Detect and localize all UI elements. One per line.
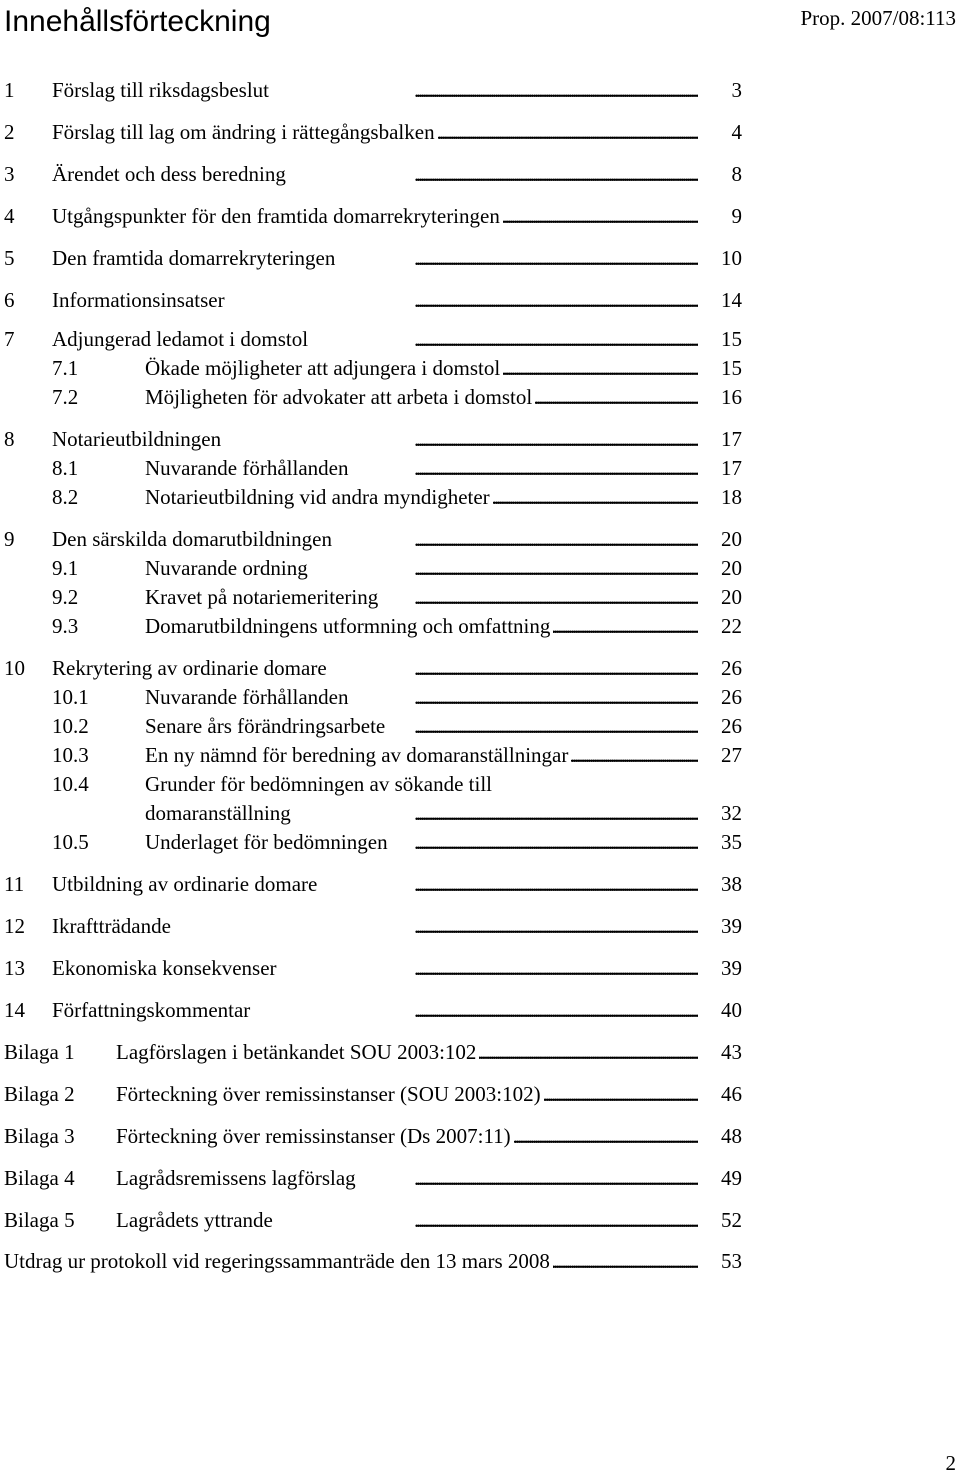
toc-page: 15 [721, 327, 742, 351]
toc-page: 17 [721, 456, 742, 480]
toc-number: 10.4 [52, 772, 89, 796]
toc-entry-10-1[interactable] [0, 684, 960, 711]
appendix-label: Bilaga 3 [4, 1124, 75, 1148]
toc-page: 53 [721, 1249, 742, 1273]
toc-title: Domarutbildningens utformning och omfattning [145, 613, 553, 640]
toc-page: 39 [721, 914, 742, 938]
toc-page: 14 [721, 288, 742, 312]
appendix-title: Förteckning över remissinstanser (Ds 2007:11) [116, 1123, 514, 1150]
toc-entry-10-5[interactable] [0, 829, 960, 856]
toc-entry-8[interactable] [0, 426, 960, 453]
protocol-entry[interactable] [0, 1248, 960, 1275]
toc-entry-8-2[interactable] [0, 484, 960, 511]
toc-number: 1 [4, 78, 15, 102]
appendix-label: Bilaga 2 [4, 1082, 75, 1106]
toc-entry-7[interactable] [0, 326, 960, 353]
toc-number: 9.1 [52, 556, 79, 580]
toc-title: Rekrytering av ordinarie domare [52, 655, 330, 682]
toc-title: Utgångspunkter för den framtida domarrekryteringen [52, 203, 503, 230]
toc-number: 8 [4, 427, 15, 451]
appendix-entry-5[interactable] [0, 1207, 960, 1234]
toc-page: 43 [721, 1040, 742, 1064]
appendix-title: Lagrådsremissens lagförslag [116, 1165, 359, 1192]
toc-entry-11[interactable] [0, 871, 960, 898]
toc-entry-10-4[interactable] [0, 771, 960, 798]
toc-page: 8 [731, 162, 742, 186]
toc-title: Den särskilda domarutbildningen [52, 526, 335, 553]
appendix-entry-2[interactable] [0, 1081, 960, 1108]
toc-number: 14 [4, 998, 25, 1022]
dot-leader [0, 1207, 698, 1234]
toc-entry-3[interactable] [0, 161, 960, 188]
toc-number: 10.5 [52, 830, 89, 854]
document-reference: Prop. 2007/08:113 [800, 6, 956, 30]
toc-title: En ny nämnd för beredning av domaranställningar [145, 742, 571, 769]
toc-title: Senare års förändringsarbete [145, 713, 388, 740]
toc-entry-10-2[interactable] [0, 713, 960, 740]
toc-title: Nuvarande ordning [145, 555, 311, 582]
toc-number: 8.2 [52, 485, 79, 509]
toc-page: 15 [721, 356, 742, 380]
toc-title: Möjligheten för advokater att arbeta i domstol [145, 384, 535, 411]
toc-number: 5 [4, 246, 15, 270]
toc-page: 27 [721, 743, 742, 767]
toc-entry-9-1[interactable] [0, 555, 960, 582]
toc-title: Nuvarande förhållanden [145, 455, 352, 482]
toc-title-line-2: domaranställning [145, 800, 294, 827]
toc-title: Informationsinsatser [52, 287, 228, 314]
toc-page: 20 [721, 556, 742, 580]
toc-entry-9-3[interactable] [0, 613, 960, 640]
toc-number: 3 [4, 162, 15, 186]
toc-entry-10-3[interactable] [0, 742, 960, 769]
toc-title: Ökade möjligheter att adjungera i domstol [145, 355, 503, 382]
toc-number: 10.2 [52, 714, 89, 738]
toc-page: 20 [721, 527, 742, 551]
toc-title: Notarieutbildningen [52, 426, 224, 453]
appendix-entry-4[interactable] [0, 1165, 960, 1192]
toc-page: 26 [721, 656, 742, 680]
toc-title: Förslag till lag om ändring i rättegångsbalken [52, 119, 438, 146]
toc-page: 48 [721, 1124, 742, 1148]
toc-page: 39 [721, 956, 742, 980]
toc-number: 9.2 [52, 585, 79, 609]
toc-title: Adjungerad ledamot i domstol [52, 326, 311, 353]
page-title: Innehållsförteckning [4, 5, 271, 38]
toc-title: Förslag till riksdagsbeslut [52, 77, 272, 104]
toc-number: 2 [4, 120, 15, 144]
toc-title: Underlaget för bedömningen [145, 829, 391, 856]
toc-number: 12 [4, 914, 25, 938]
toc-page: 16 [721, 385, 742, 409]
toc-title: Den framtida domarrekryteringen [52, 245, 338, 272]
toc-title: Notarieutbildning vid andra myndigheter [145, 484, 493, 511]
toc-number: 7.1 [52, 356, 79, 380]
toc-number: 10.3 [52, 743, 89, 767]
toc-number: 7 [4, 327, 15, 351]
appendix-label: Bilaga 4 [4, 1166, 75, 1190]
toc-number: 8.1 [52, 456, 79, 480]
toc-title: Nuvarande förhållanden [145, 684, 352, 711]
toc-entry-10-4-continued[interactable] [0, 800, 960, 827]
toc-page: 26 [721, 685, 742, 709]
toc-page: 17 [721, 427, 742, 451]
toc-page: 22 [721, 614, 742, 638]
toc-page: 35 [721, 830, 742, 854]
toc-number: 7.2 [52, 385, 79, 409]
appendix-label: Bilaga 1 [4, 1040, 75, 1064]
toc-entry-10[interactable] [0, 655, 960, 682]
toc-title: Ekonomiska konsekvenser [52, 955, 280, 982]
toc-entry-2[interactable] [0, 119, 960, 146]
toc-number: 10.1 [52, 685, 89, 709]
toc-page: 46 [721, 1082, 742, 1106]
appendix-title: Lagförslagen i betänkandet SOU 2003:102 [116, 1039, 479, 1066]
toc-title: Ärendet och dess beredning [52, 161, 289, 188]
toc-page: 49 [721, 1166, 742, 1190]
toc-number: 11 [4, 872, 25, 896]
toc-entry-9-2[interactable] [0, 584, 960, 611]
protocol-title: Utdrag ur protokoll vid regeringssammanträde den 13 mars 2008 [4, 1248, 553, 1275]
toc-entry-12[interactable] [0, 913, 960, 940]
toc-title: Författningskommentar [52, 997, 253, 1024]
toc-page: 3 [731, 78, 742, 102]
toc-entry-5[interactable] [0, 245, 960, 272]
page-number: 2 [945, 1451, 956, 1475]
toc-entry-13[interactable] [0, 955, 960, 982]
toc-title: Kravet på notariemeritering [145, 584, 381, 611]
appendix-entry-1[interactable] [0, 1039, 960, 1066]
toc-title-line-1: Grunder för bedömningen av sökande till [145, 771, 495, 798]
toc-title: Utbildning av ordinarie domare [52, 871, 320, 898]
dot-leader [0, 800, 698, 827]
toc-page: 38 [721, 872, 742, 896]
toc-number: 6 [4, 288, 15, 312]
toc-page: 40 [721, 998, 742, 1022]
toc-entry-4[interactable] [0, 203, 960, 230]
appendix-title: Lagrådets yttrande [116, 1207, 276, 1234]
appendix-label: Bilaga 5 [4, 1208, 75, 1232]
toc-number: 9 [4, 527, 15, 551]
toc-entry-7-1[interactable] [0, 355, 960, 382]
toc-title: Ikraftträdande [52, 913, 174, 940]
appendix-title: Förteckning över remissinstanser (SOU 2003:102) [116, 1081, 544, 1108]
toc-entry-6[interactable] [0, 287, 960, 314]
toc-entry-1[interactable] [0, 77, 960, 104]
toc-entry-9[interactable] [0, 526, 960, 553]
toc-page: 26 [721, 714, 742, 738]
toc-entry-7-2[interactable] [0, 384, 960, 411]
toc-page: 20 [721, 585, 742, 609]
dot-leader [0, 555, 698, 582]
toc-entry-14[interactable] [0, 997, 960, 1024]
toc-number: 4 [4, 204, 15, 228]
appendix-entry-3[interactable] [0, 1123, 960, 1150]
toc-page: 18 [721, 485, 742, 509]
toc-page: 4 [731, 120, 742, 144]
toc-page: 52 [721, 1208, 742, 1232]
toc-number: 13 [4, 956, 25, 980]
toc-page: 10 [721, 246, 742, 270]
toc-entry-8-1[interactable] [0, 455, 960, 482]
toc-number: 9.3 [52, 614, 79, 638]
toc-page: 32 [721, 801, 742, 825]
toc-page: 9 [731, 204, 742, 228]
toc-number: 10 [4, 656, 25, 680]
